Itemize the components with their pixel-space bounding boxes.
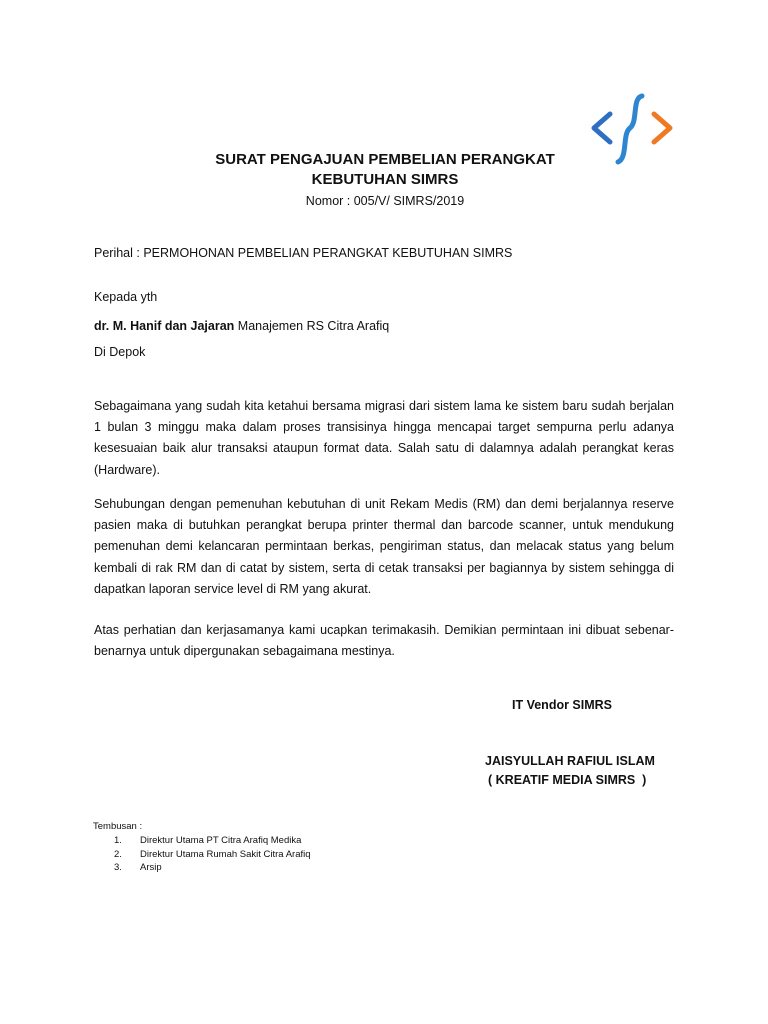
signature-name: JAISYULLAH RAFIUL ISLAM (485, 754, 655, 768)
signature-title: IT Vendor SIMRS (512, 698, 613, 712)
cc-item-number: 2. (114, 848, 122, 860)
recipient-location: Di Depok (94, 345, 146, 359)
cc-item-text: Direktur Utama Rumah Sakit Citra Arafiq (140, 848, 311, 860)
cc-item-text: Arsip (140, 862, 162, 873)
recipient-name-rest: Manajemen RS Citra Arafiq (234, 319, 390, 333)
letter-title-line2: KEBUTUHAN SIMRS (311, 171, 459, 188)
cc-list (114, 834, 311, 875)
signature-company: ( KREATIF MEDIA SIMRS ) (488, 773, 647, 787)
cc-item-number: 3. (114, 862, 122, 873)
letter-title-block (120, 150, 650, 210)
recipient-name (94, 316, 389, 337)
cc-item (114, 834, 311, 848)
recipient-greeting: Kepada yth (94, 290, 158, 304)
body-paragraph-3: Atas perhatian dan kerjasamanya kami ucapkan terimakasih. Demikian permintaan ini dibuat sebenar-benarnya untuk dipergunakan sebagaimana mestinya. (94, 623, 674, 659)
cc-label: Tembusan : (93, 821, 143, 832)
body-paragraph-1: Sebagaimana yang sudah kita ketahui bersama migrasi dari sistem lama ke sistem baru sudah berjalan 1 bulan 3 minggu maka dalam proses transisinya hingga mencapai target sempurna perlu adanya kesesuaian baik alur transaksi ataupun format data. Salah satu di dalamnya adalah perangkat keras (Hardware). (94, 399, 674, 477)
cc-item-number: 1. (114, 835, 122, 846)
cc-item-text: Direktur Utama PT Citra Arafiq Medika (140, 835, 302, 846)
right-bracket (654, 114, 670, 142)
subject-line: Perihal : PERMOHONAN PEMBELIAN PERANGKAT KEBUTUHAN SIMRS (94, 246, 513, 260)
letter-title-line1: SURAT PENGAJUAN PEMBELIAN PERANGKAT (215, 151, 555, 168)
cc-item (114, 848, 311, 862)
body-paragraph-2: Sehubungan dengan pemenuhan kebutuhan di unit Rekam Medis (RM) dan demi berjalannya reserve pasien maka di butuhkan perangkat berupa printer thermal dan barcode scanner, untuk mendukung pemenuhan demi kelancaran permintaan berkas, pengiriman status, dan melacak status yang belum kembali di rak RM dan di catat by sistem, serta di cetak transaksi per bagiannya by sistem sehingga di dapatkan laporan service level di RM yang akurat. (94, 497, 674, 596)
letter-number: Nomor : 005/V/ SIMRS/2019 (305, 194, 465, 208)
left-bracket (594, 114, 610, 142)
recipient-name-bold: dr. M. Hanif dan Jajaran (94, 319, 235, 333)
cc-item (114, 861, 311, 875)
